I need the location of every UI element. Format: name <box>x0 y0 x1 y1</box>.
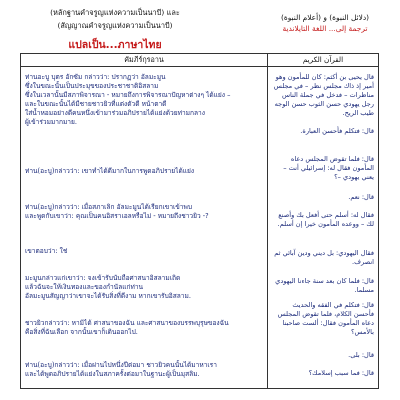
arabic-text-cell <box>268 67 378 388</box>
arabic-paragraph: فقال له: أسلم حتى أفعل بك وأصنع لك – ووعده المأمون خيرا إن أسلم. <box>277 211 374 228</box>
thai-paragraph: ท่าน(อะบู)กล่าวว่า: เมื่อผ่านไปหนึ่งปีต่อมา ชาวยิวคนนั้นได้มาหาเรา และได้พูดอภิปรายได้แย่งในสภาครั้งต่อมาในฐานะผู้เป็นมุสลิม. <box>25 361 217 378</box>
thai-header-line-2: (สัญญาณคำจรูญแห่งความเป็นนาบี) <box>57 21 173 30</box>
thai-translation-title: แปลเป็น...ภาษาไทย <box>68 39 162 51</box>
arabic-header-line-2: ترجمة إلى... اللغة التايلاندية <box>282 24 368 33</box>
thai-paragraph: เขาตอบว่า: ใช่ <box>25 247 68 255</box>
arabic-paragraph: قال: فلما تقوض المجلس دعاه المأمون فقال له: إسرائيلي أنت – يعني يهودي –؟ <box>283 155 374 181</box>
arabic-paragraph: قال يحيى بن أكثم: كان للمأمون وهو أمير إذ ذاك مجلس نظر – في مجلس مناظرات – فدخل في جملة الناس رجل يهودي حسن الثوب حسن الوجه طيب الريح. <box>273 73 374 117</box>
thai-paragraph: มะมูนกล่าวแก่เขาว่า: จงเข้ารับนับถือศาสนาอิสลามเถิด แล้วฉันจะให้เงินทองและของกำนัลแก่ท่าน อัลมะมูนสัญญาว่าเขาจะได้รับสิ่งที่ดีงาม หากเขารับอิสลาม. <box>25 274 191 300</box>
thai-header-line-1: (หลักฐานคำจรูญแห่งความเป็นนาบี) และ <box>50 8 180 17</box>
thai-paragraph: ท่านอะบู บุตร อักซัม กล่าวว่า: ปรากฏว่า อัลมะมูน ซึ่งในขณะนั้นเป็นประมุขของประชาชาติอิสลาม ซึ่งในเวลานั้นมีสภาพิจารณา - หมายถึงการพิจารณาปัญหาต่างๆ ได้แย่ง – และในขณะนั้นได้มีชายชาวยิวที่แต่งตัวดี หน้าตาดี ใส่น้ำหอมอย่างดีคนหนึ่งเข้ามาร่วมอภิปรายได้แย่งด้วยท่ามกลาง ผู้เข้าร่วมมากมาย. <box>25 73 231 126</box>
thai-paragraph: ชาวยิวกล่าวว่า: หามิได้ ศาสนาของฉัน และศาสนาของบรรพบุรุษของฉัน คือสิ่งที่ฉันเลือก จากนั้นเขาก็เดินออกไป. <box>25 319 229 336</box>
arabic-paragraph: قال: فتكلم في الفقه والحديث فأحسن الكلام، فلما تقوض المجلس دعاه المأمون فقال: ألست صاحبنا بالأمس؟ <box>277 301 374 336</box>
translation-table <box>20 53 379 389</box>
thai-paragraph: ท่าน(อะบู)กล่าวว่า: เขาทำได้ดีมากในการพูดอภิปรายได้แย่ง <box>25 167 195 175</box>
thai-paragraph: ท่าน(อะบู)กล่าวว่า: เมื่อสภาเลิก อัลมะมูนได้เรียกเขาเข้าพบ และพูดกับเขาว่า: คุณเป็นคนอิสราเอลหรือไม่ - หมายถึงชาวยิว -? <box>25 203 209 220</box>
thai-column-header: คัมภีร์กุรอาน <box>21 54 268 67</box>
arabic-header-line-1: (دلائل النبوة) و (أعلام النبوة) <box>280 13 370 22</box>
arabic-column-header: القرآن الكريم <box>268 54 379 67</box>
thai-text-cell <box>21 67 267 388</box>
arabic-paragraph: قال: بلى. <box>348 351 374 359</box>
arabic-paragraph: قال: نعم. <box>348 193 374 201</box>
arabic-paragraph: قال: فلما كان بعد سنة جاءنا اليهودي مسلما. <box>275 277 374 294</box>
arabic-paragraph: فقال اليهودي: بل ديني ودين آبائي ثم انصرف. <box>274 249 374 266</box>
arabic-paragraph: قال: فما سبب إسلامك؟ <box>308 369 374 377</box>
arabic-paragraph: قال: فتكلم فأحسن العبارة. <box>300 127 374 135</box>
